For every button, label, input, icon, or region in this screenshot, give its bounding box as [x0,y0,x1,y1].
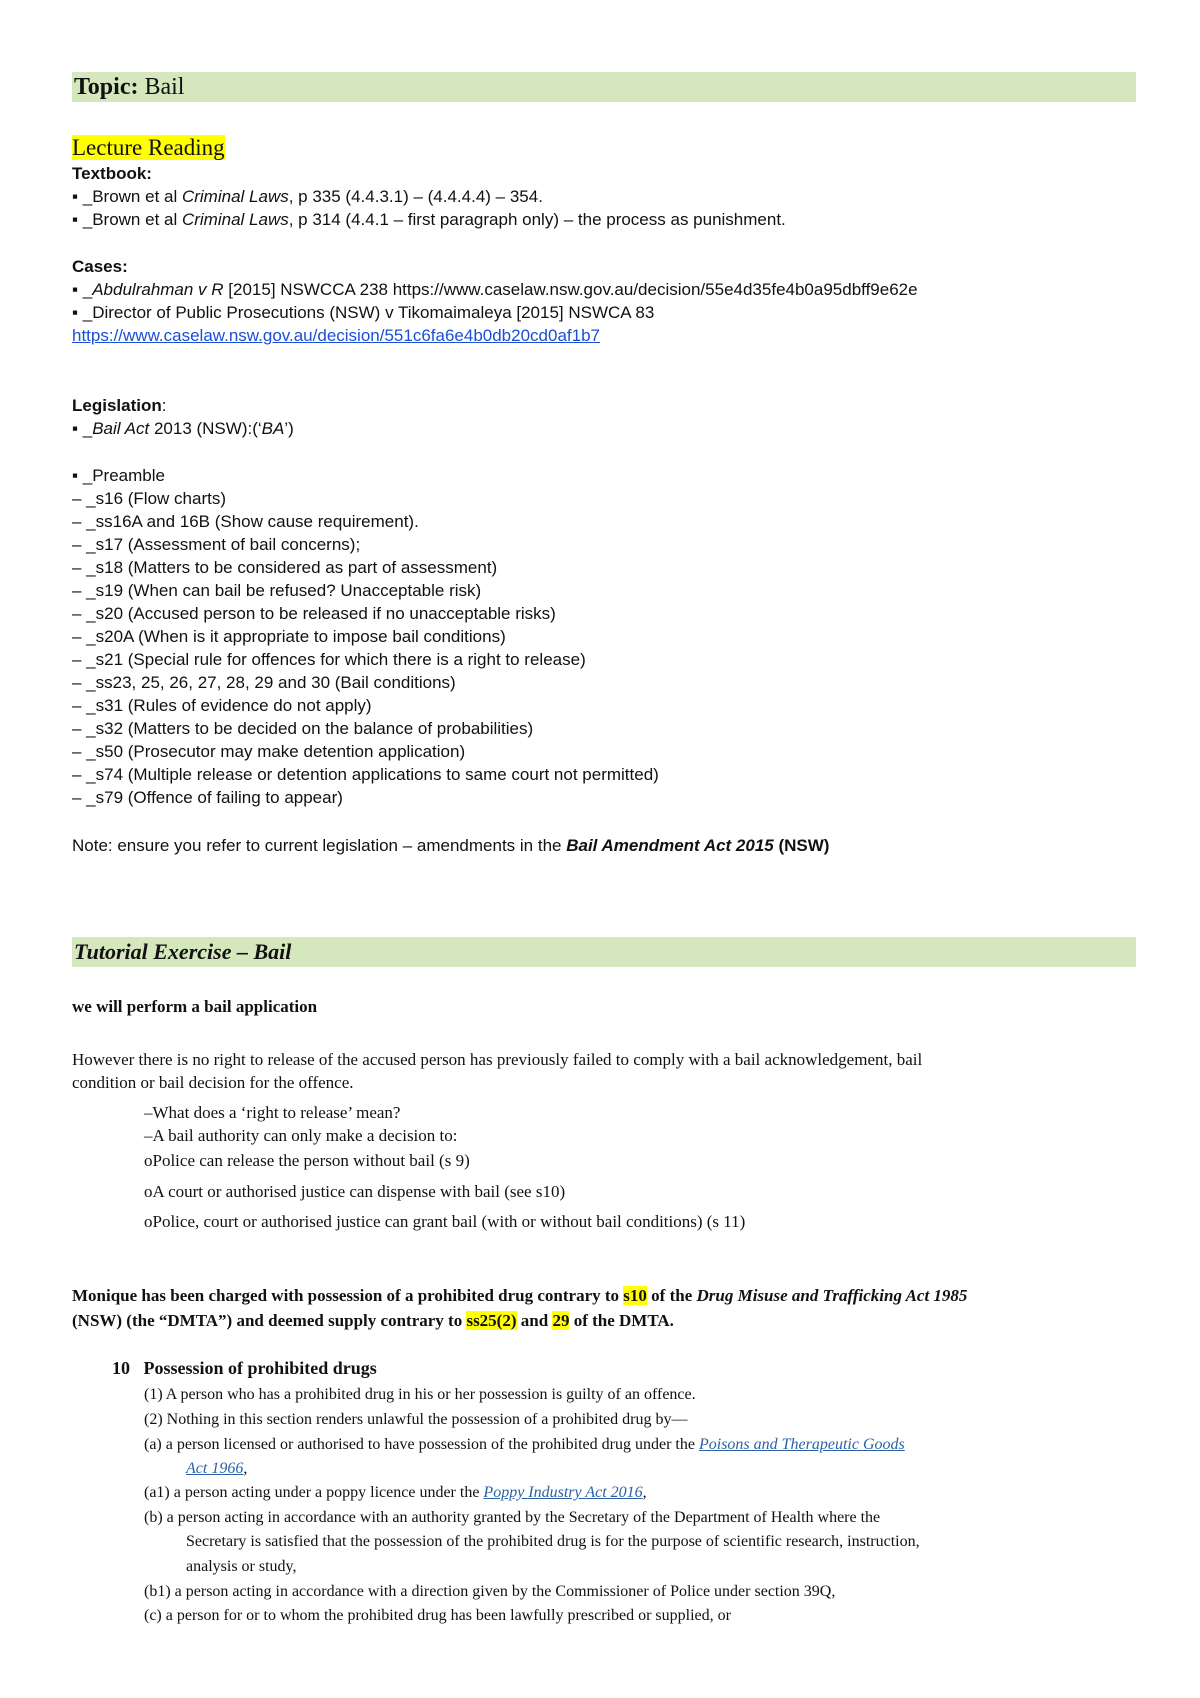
textbook-item: ▪ _Brown et al Criminal Laws, p 335 (4.4.3.1) – (4.4.4.4) – 354. [72,187,543,206]
poisons-act-link[interactable]: Poisons and Therapeutic Goods [698,1436,905,1453]
preamble-item: ▪ _Preamble [72,466,165,485]
textbook-item: ▪ _Brown et al Criminal Laws, p 314 (4.4.1 – first paragraph only) – the process as punishment. [72,210,786,229]
poisons-act-link[interactable]: Act 1966 [186,1460,244,1477]
legislation-heading: Legislation: [72,396,167,415]
topic-heading [74,72,184,102]
indent-item: –What does a ‘right to release’ mean? [144,1103,401,1122]
statute-paragraph: (b1) a person acting in accordance with a direction given by the Commissioner of Police under section 39Q, [144,1583,836,1600]
scenario-line: Monique has been charged with possession of a prohibited drug contrary to s10 of the Drug Misuse and Trafficking Act 1985 [72,1286,968,1305]
topic-value: Bail [144,74,185,100]
statute-paragraph: (a) a person licensed or authorised to have possession of the prohibited drug under the Poisons and Therapeutic Goods [144,1436,905,1453]
case-item: ▪ _Director of Public Prosecutions (NSW) v Tikomaimaleya [2015] NSWCA 83 [72,303,655,322]
statute-paragraph-cont: Secretary is satisfied that the possession of the prohibited drug is for the purpose of scientific research, instruction, [186,1533,920,1550]
section-item: – _s21 (Special rule for offences for which there is a right to release) [72,650,586,669]
section-item: – _ss16A and 16B (Show cause requirement). [72,512,419,531]
tutorial-paragraph-line: However there is no right to release of the accused person has previously failed to comply with a bail acknowledgement, bail [72,1050,923,1069]
tutorial-intro: we will perform a bail application [72,997,318,1016]
section-item: – _s20A (When is it appropriate to impose bail conditions) [72,627,506,646]
statute-subsection: (1) A person who has a prohibited drug in his or her possession is guilty of an offence. [144,1386,696,1403]
section-item: – _ss23, 25, 26, 27, 28, 29 and 30 (Bail conditions) [72,673,456,692]
section-item: – _s50 (Prosecutor may make detention application) [72,742,466,761]
statute-paragraph: (c) a person for or to whom the prohibited drug has been lawfully prescribed or supplied, or [144,1607,731,1624]
legislation-note: Note: ensure you refer to current legislation – amendments in the Bail Amendment Act 2015 (NSW) [72,836,830,855]
lecture-reading-title: Lecture Reading [72,135,225,160]
poppy-act-link[interactable]: Poppy Industry Act 2016 [483,1484,643,1501]
statute-paragraph: (a1) a person acting under a poppy licence under the Poppy Industry Act 2016, [144,1484,647,1501]
act-item: ▪ _Bail Act 2013 (NSW):(‘BA’) [72,419,294,438]
statute-paragraph: (b) a person acting in accordance with an authority granted by the Secretary of the Department of Health where the [144,1509,881,1526]
highlight-s10: s10 [623,1286,647,1305]
indent-item: oA court or authorised justice can dispense with bail (see s10) [144,1182,566,1201]
section-item: – _s79 (Offence of failing to appear) [72,788,343,807]
scenario-line: (NSW) (the “DMTA”) and deemed supply contrary to ss25(2) and 29 of the DMTA. [72,1311,674,1330]
indent-item: oPolice, court or authorised justice can grant bail (with or without bail conditions) (s 11) [144,1212,746,1231]
section-item: – _s20 (Accused person to be released if no unacceptable risks) [72,604,556,623]
highlight-29: 29 [552,1311,570,1330]
section-item: – _s19 (When can bail be refused? Unacceptable risk) [72,581,482,600]
indent-item: –A bail authority can only make a decision to: [144,1126,458,1145]
topic-bar [72,72,1136,102]
section-item: – _s74 (Multiple release or detention applications to same court not permitted) [72,765,659,784]
tutorial-heading: Tutorial Exercise – Bail [74,939,292,964]
textbook-label: Textbook: [72,164,152,183]
indent-item: oPolice can release the person without bail (s 9) [144,1151,470,1170]
case-link[interactable]: https://www.caselaw.nsw.gov.au/decision/551c6fa6e4b0db20cd0af1b7 [72,326,600,345]
case-item: ▪ _Abdulrahman v R [2015] NSWCCA 238 https://www.caselaw.nsw.gov.au/decision/55e4d35fe4b0a95dbff9e62e [72,280,918,299]
tutorial-paragraph-line: condition or bail decision for the offence. [72,1073,354,1092]
section-item: – _s31 (Rules of evidence do not apply) [72,696,372,715]
statute-paragraph-cont: analysis or study, [186,1558,297,1575]
lecture-reading-heading [72,134,225,162]
section-item: – _s17 (Assessment of bail concerns); [72,535,361,554]
section-item: – _s16 (Flow charts) [72,489,226,508]
statute-heading: 10 Possession of prohibited drugs [112,1358,377,1378]
topic-label: Topic: [74,74,139,100]
cases-label: Cases: [72,257,128,276]
section-item: – _s18 (Matters to be considered as part of assessment) [72,558,498,577]
section-item: – _s32 (Matters to be decided on the balance of probabilities) [72,719,534,738]
statute-paragraph-cont: Act 1966, [186,1460,248,1477]
statute-subsection: (2) Nothing in this section renders unlawful the possession of a prohibited drug by— [144,1411,688,1428]
highlight-ss25-2: ss25(2) [466,1311,517,1330]
